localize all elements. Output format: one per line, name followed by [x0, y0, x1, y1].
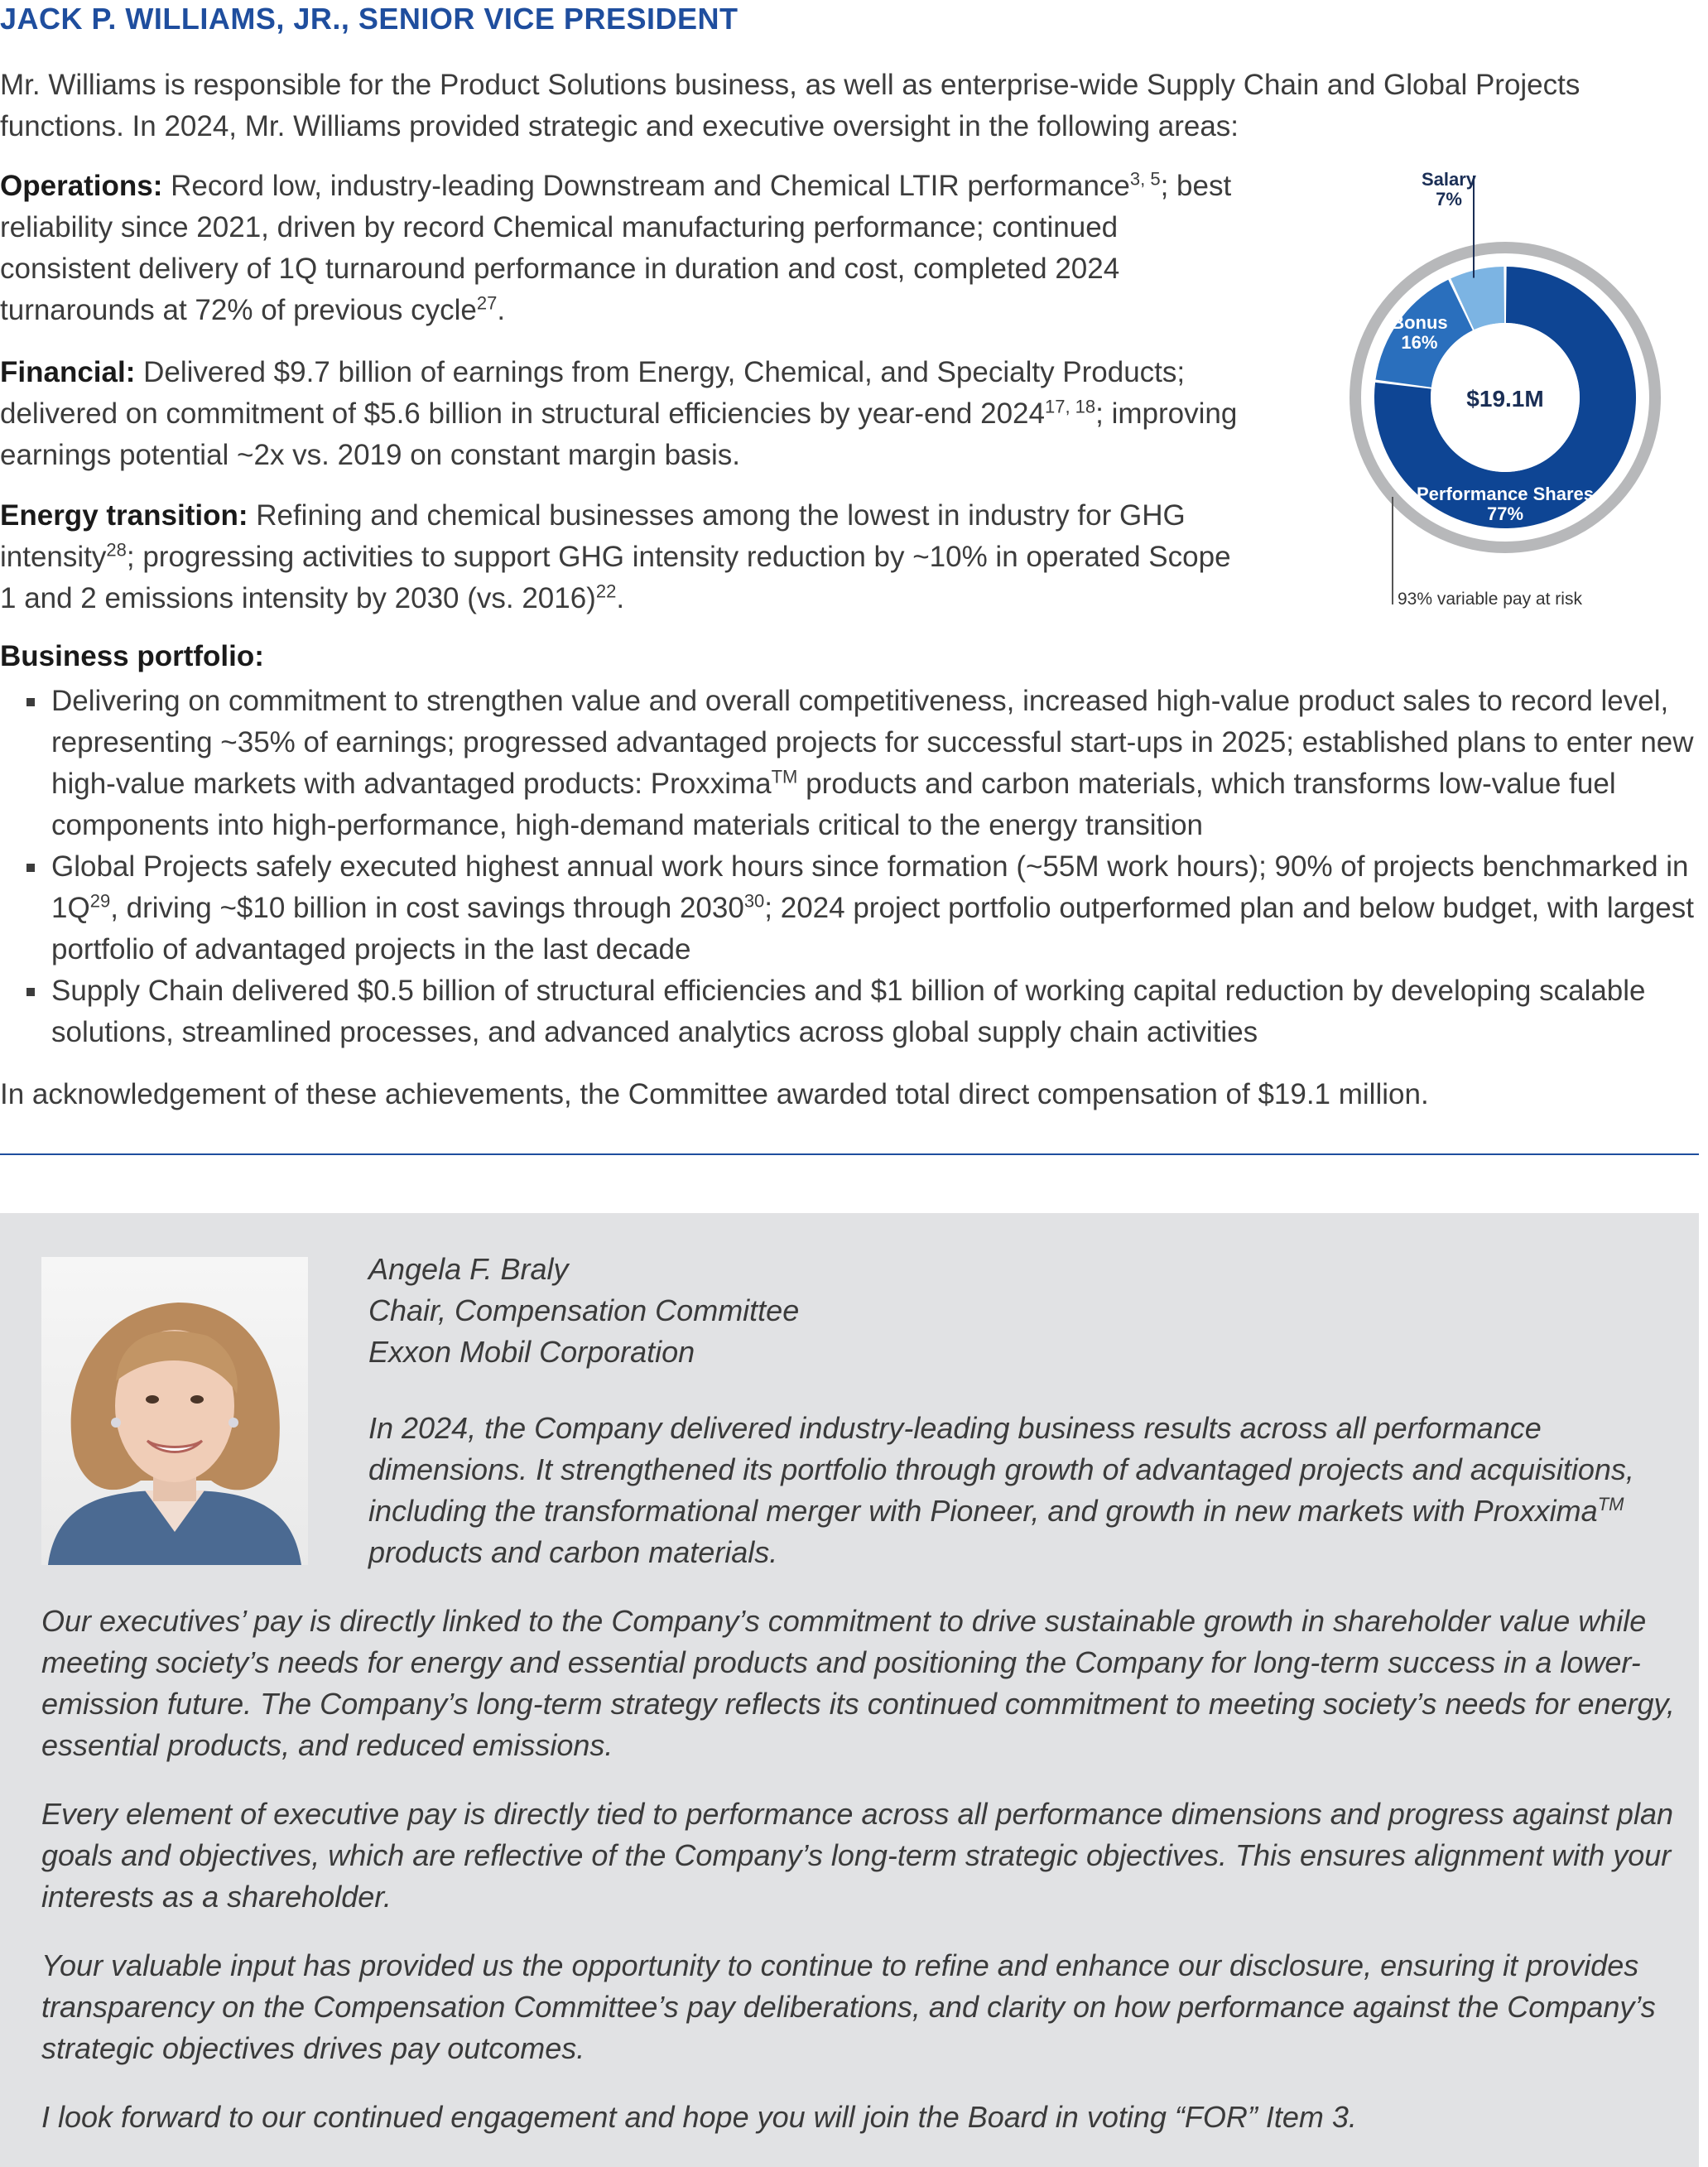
footnote-ref: 30 — [743, 890, 765, 912]
slice-label-salary: Salary 7% — [1421, 169, 1477, 209]
list-item: Supply Chain delivered $0.5 billion of structural efficiencies and $1 billion of working capital reduction by developing scalable solutions, streamlined processes, and advanced analytics across global supply chain activities — [0, 970, 1706, 1053]
chair-name: Angela F. Braly — [368, 1252, 569, 1286]
intro-paragraph: Mr. Williams is responsible for the Product Solutions business, as well as enterprise-wide Supply Chain and Global Projects functions. In 2024, Mr. Williams provided strategic and executive oversight in the following areas: — [0, 69, 1581, 142]
acknowledgement-text: In acknowledgement of these achievements, the Committee awarded total direct compensation of $19.1 million. — [0, 1078, 1429, 1110]
footnote-ref: 3, 5 — [1129, 168, 1161, 190]
financial-paragraph: Financial: Delivered $9.7 billion of earnings from Energy, Chemical, and Specialty Products; delivered on commitment of $5.6 billion in structural efficiencies by year-end 2024$^{17, 18}$; improving earnings potential ~2x vs. 2019 on constant margin basis. — [0, 356, 1238, 471]
operations-label: Operations: — [0, 170, 163, 202]
list-item: Global Projects safely executed highest annual work hours since formation (~55M work hours); 90% of projects benchmarked in $1Q^{29}$, driving ~$10 billion in cost savings through 2030$^{30}$; 2024 project portfolio outperformed plan and below budget, with largest portfolio of advantaged projects in the last decade — [0, 846, 1706, 970]
letter-paragraph: I look forward to our continued engagement and hope you will join the Board in voting “FOR” Item 3. — [41, 2100, 1357, 2134]
portrait-illustration — [41, 1257, 308, 1565]
slice-label-performance-shares: Performance Shares 77% — [1417, 484, 1594, 524]
chair-company: Exxon Mobil Corporation — [368, 1335, 695, 1369]
page-title: JACK P. WILLIAMS, JR., SENIOR VICE PRESIDENT — [0, 2, 739, 36]
footnote-ref: 27 — [476, 292, 498, 314]
trademark-mark: TM — [1597, 1494, 1624, 1514]
pay-mix-donut-chart — [1350, 166, 1708, 629]
pay-mix-svg — [1350, 166, 1708, 629]
energy-transition-label: Energy transition: — [0, 499, 248, 532]
variable-pay-at-risk-label: 93% variable pay at risk — [1398, 590, 1582, 609]
letter-paragraph: Every element of executive pay is directly tied to performance across all performance dimensions and progress against plan goals and objectives, which are reflective of the Company’s long-term strategic objectives. This ensures alignment with your interests as a shareholder. — [41, 1797, 1673, 1914]
section-divider — [0, 1153, 1699, 1155]
letter-paragraph: Our executives’ pay is directly linked to the Company’s commitment to drive sustainable growth in shareholder value while meeting society’s needs for energy and essential products and positioning the Company for long-term success in a lower-emission future. The Company’s long-term strategy reflects its continued commitment to meeting society’s needs for energy, essential products, and reduced emissions. — [41, 1604, 1675, 1762]
center-total-label: $19.1M — [1466, 386, 1544, 412]
footnote-ref: 17, 18 — [1044, 396, 1096, 417]
letter-paragraph: In 2024, the Company delivered industry-leading business results across all performance dimensions. It strengthened its portfolio through growth of advantaged projects and acquisitions, including the transformational merger with Pioneer, and growth in new markets with Proxxima™ products and carbon materials. — [368, 1411, 1634, 1569]
business-portfolio-heading: Business portfolio: — [0, 640, 264, 672]
footnote-ref: 22 — [595, 580, 617, 602]
slice-label-bonus: Bonus 16% — [1391, 311, 1448, 353]
committee-chair-portrait — [41, 1257, 308, 1565]
committee-signature-block — [368, 1249, 799, 1373]
chair-role: Chair, Compensation Committee — [368, 1293, 800, 1327]
business-portfolio-list — [0, 681, 1706, 1053]
footnote-ref: 28 — [106, 539, 127, 561]
operations-paragraph: Operations: Record low, industry-leading Downstream and Chemical LTIR performance$^{3, 5}$; best reliability since 2021, driven by record Chemical manufacturing performance; continued consistent delivery of 1Q turnaround performance in duration and cost, completed 2024 turnarounds at 72% of previous cycle$^{27}$. — [0, 168, 1232, 326]
energy-transition-paragraph: Energy transition: Refining and chemical businesses among the lowest in industry for GHG intensity$^{28}$; progressing activities to support GHG intensity reduction by ~10% in operated Scope 1 and 2 emissions intensity by 2030 (vs. 2016)$^{22}$. — [0, 499, 1231, 614]
footnote-ref: 29 — [89, 890, 111, 912]
financial-label: Financial: — [0, 356, 136, 388]
list-item: Delivering on commitment to strengthen value and overall competitiveness, increased high-value product sales to record level, representing ~35% of earnings; progressed advantaged projects for successful start-ups in 2025; established plans to enter new high-value markets with advantaged products: Proxxima™ products and carbon materials, which transforms low-value fuel components into high-performance, high-demand materials critical to the energy transition — [0, 681, 1706, 846]
trademark-mark: TM — [771, 766, 798, 787]
letter-paragraph: Your valuable input has provided us the opportunity to continue to refine and enhance our disclosure, ensuring it provides transparency on the Compensation Committee’s pay deliberations, and clarity on how performance against the Company’s strategic objectives drives pay outcomes. — [41, 1948, 1656, 2065]
